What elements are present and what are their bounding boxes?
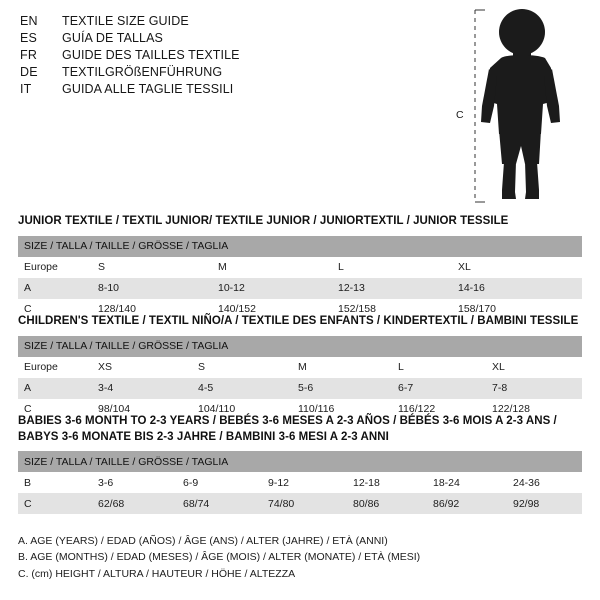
cell: 104/110 — [198, 403, 236, 416]
table-header-row — [18, 336, 582, 357]
child-silhouette-figure — [455, 6, 585, 206]
cell: 14-16 — [458, 278, 582, 299]
cell: XL — [492, 361, 505, 374]
cell: 4-5 — [198, 378, 298, 399]
cell: 5-6 — [298, 378, 398, 399]
section-title: CHILDREN'S TEXTILE / TEXTIL NIÑO/A / TEXTILE DES ENFANTS / KINDERTEXTIL / BAMBINI TESSILE — [18, 315, 579, 327]
height-measure-label: C — [456, 109, 464, 121]
size-table — [18, 236, 582, 320]
legend-line: C. (cm) HEIGHT / ALTURA / HAUTEUR / HÖHE / ALTEZZA — [18, 567, 296, 580]
row-label: C — [24, 403, 32, 416]
cell: 86/92 — [433, 493, 513, 514]
cell: 12-18 — [353, 476, 380, 489]
section-children — [18, 314, 582, 420]
language-row — [20, 65, 440, 79]
table-row — [18, 472, 582, 493]
table-header-row — [18, 451, 582, 472]
row-label: Europe — [24, 261, 58, 274]
table-row — [18, 378, 582, 399]
row-label: Europe — [24, 361, 58, 374]
cell: 3-4 — [98, 378, 198, 399]
section-title: BABIES 3-6 MONTH TO 2-3 YEARS / BEBÉS 3-6 MESES A 2-3 AÑOS / BÉBÉS 3-6 MOIS A 2-3 ANS / BABYS 3-6 MONATE BIS 2-3 JAHRE / BAMBINI 3-6 MESI A 2-3 ANNI — [18, 415, 557, 443]
language-title: GUIDA ALLE TAGLIE TESSILI — [62, 82, 234, 96]
language-code: ES — [20, 31, 38, 45]
language-title: GUIDE DES TAILLES TEXTILE — [62, 48, 240, 62]
cell: 9-12 — [268, 476, 290, 489]
cell: 116/122 — [398, 403, 436, 416]
table-header-label: SIZE / TALLA / TAILLE / GRÖSSE / TAGLIA — [18, 236, 582, 257]
language-title: GUÍA DE TALLAS — [62, 31, 163, 45]
row-label: A — [18, 378, 98, 399]
table-header-label: SIZE / TALLA / TAILLE / GRÖSSE / TAGLIA — [18, 451, 582, 472]
cell: XS — [98, 361, 113, 374]
table-row — [18, 493, 582, 514]
section-babies — [18, 414, 582, 514]
table-row — [18, 357, 582, 378]
cell: 122/128 — [492, 403, 530, 416]
cell: 140/152 — [218, 303, 256, 316]
legend-notes — [18, 533, 582, 582]
language-title: TEXTILE SIZE GUIDE — [62, 14, 189, 28]
cell: 158/170 — [458, 303, 496, 316]
cell: 7-8 — [492, 378, 582, 399]
legend-line: B. AGE (MONTHS) / EDAD (MESES) / ÂGE (MOIS) / ALTER (MONATE) / ETÀ (MESI) — [18, 551, 421, 564]
language-row — [20, 14, 440, 28]
cell: L — [398, 361, 404, 374]
cell: L — [338, 261, 344, 274]
language-row — [20, 48, 440, 62]
language-code: EN — [20, 14, 38, 28]
cell: 6-7 — [398, 378, 492, 399]
cell: 92/98 — [513, 493, 582, 514]
language-code: IT — [20, 82, 32, 96]
cell: 80/86 — [353, 493, 433, 514]
cell: S — [198, 361, 206, 374]
child-silhouette-icon — [455, 6, 585, 206]
row-label: C — [24, 303, 32, 316]
cell: 8-10 — [98, 278, 218, 299]
cell: 110/116 — [298, 403, 335, 416]
cell: 98/104 — [98, 403, 131, 416]
cell: 74/80 — [268, 493, 353, 514]
table-row — [18, 278, 582, 299]
row-label: A — [18, 278, 98, 299]
language-row — [20, 31, 440, 45]
table-header-label: SIZE / TALLA / TAILLE / GRÖSSE / TAGLIA — [18, 336, 582, 357]
cell: 24-36 — [513, 476, 540, 489]
legend-line: A. AGE (YEARS) / EDAD (AÑOS) / ÂGE (ANS) / ALTER (JAHRE) / ETÀ (ANNI) — [18, 535, 388, 548]
size-table — [18, 451, 582, 514]
table-header-row — [18, 236, 582, 257]
row-label: B — [24, 476, 32, 489]
cell: M — [298, 361, 307, 374]
cell: 62/68 — [98, 493, 183, 514]
language-title: TEXTILGRÖßENFÜHRUNG — [62, 65, 223, 79]
cell: 3-6 — [98, 476, 114, 489]
language-code: FR — [20, 48, 38, 62]
cell: XL — [458, 261, 471, 274]
cell: M — [218, 261, 227, 274]
cell: 6-9 — [183, 476, 199, 489]
row-label: C — [18, 493, 98, 514]
cell: 68/74 — [183, 493, 268, 514]
language-header — [20, 14, 440, 99]
cell: 128/140 — [98, 303, 136, 316]
language-row — [20, 82, 440, 96]
table-row — [18, 257, 582, 278]
section-junior — [18, 214, 582, 320]
cell: 152/158 — [338, 303, 376, 316]
section-title: JUNIOR TEXTILE / TEXTIL JUNIOR/ TEXTILE JUNIOR / JUNIORTEXTIL / JUNIOR TESSILE — [18, 215, 509, 227]
cell: 12-13 — [338, 278, 458, 299]
cell: S — [98, 261, 106, 274]
cell: 18-24 — [433, 476, 460, 489]
language-code: DE — [20, 65, 38, 79]
cell: 10-12 — [218, 278, 338, 299]
size-table — [18, 336, 582, 420]
